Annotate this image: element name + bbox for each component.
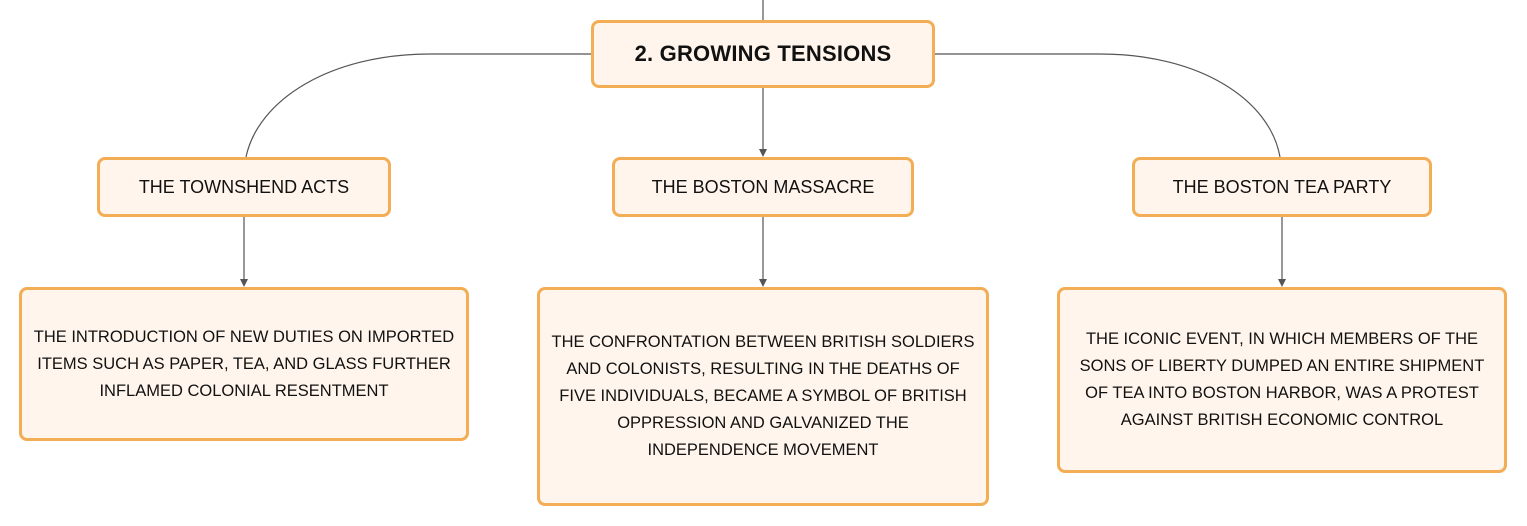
detail-node-text: THE CONFRONTATION BETWEEN BRITISH SOLDIERS AND COLONISTS, RESULTING IN THE DEATHS OF FIVE INDIVIDUALS, BECAME A SYMBOL OF BRITISH OPPRESSION AND GALVANIZED THE INDEPENDENCE MOVEMENT — [551, 333, 975, 459]
root-to-townshend-connector — [246, 54, 591, 157]
root-node-growing-tensions[interactable] — [591, 20, 935, 88]
detail-node-text: THE ICONIC EVENT, IN WHICH MEMBERS OF THE SONS OF LIBERTY DUMPED AN ENTIRE SHIPMENT OF TEA INTO BOSTON HARBOR, WAS A PROTEST AGAINST BRITISH ECONOMIC CONTROL — [1079, 330, 1485, 429]
topic-node-label: THE TOWNSHEND ACTS — [138, 176, 350, 197]
topic-node-boston-massacre[interactable] — [612, 157, 914, 217]
topic-node-townshend-acts[interactable] — [97, 157, 391, 217]
topic-node-boston-tea-party[interactable] — [1132, 157, 1432, 217]
detail-node-boston-tea-party[interactable] — [1057, 287, 1507, 473]
detail-node-boston-massacre[interactable] — [537, 287, 989, 506]
detail-node-townshend-acts[interactable] — [19, 287, 469, 441]
root-node-label: 2. GROWING TENSIONS — [634, 41, 892, 66]
root-to-teaparty-connector — [935, 54, 1280, 157]
topic-node-label: THE BOSTON MASSACRE — [651, 176, 875, 197]
topic-node-label: THE BOSTON TEA PARTY — [1172, 176, 1392, 197]
detail-node-text: THE INTRODUCTION OF NEW DUTIES ON IMPORTED ITEMS SUCH AS PAPER, TEA, AND GLASS FURTHER INFLAMED COLONIAL RESENTMENT — [33, 327, 455, 400]
